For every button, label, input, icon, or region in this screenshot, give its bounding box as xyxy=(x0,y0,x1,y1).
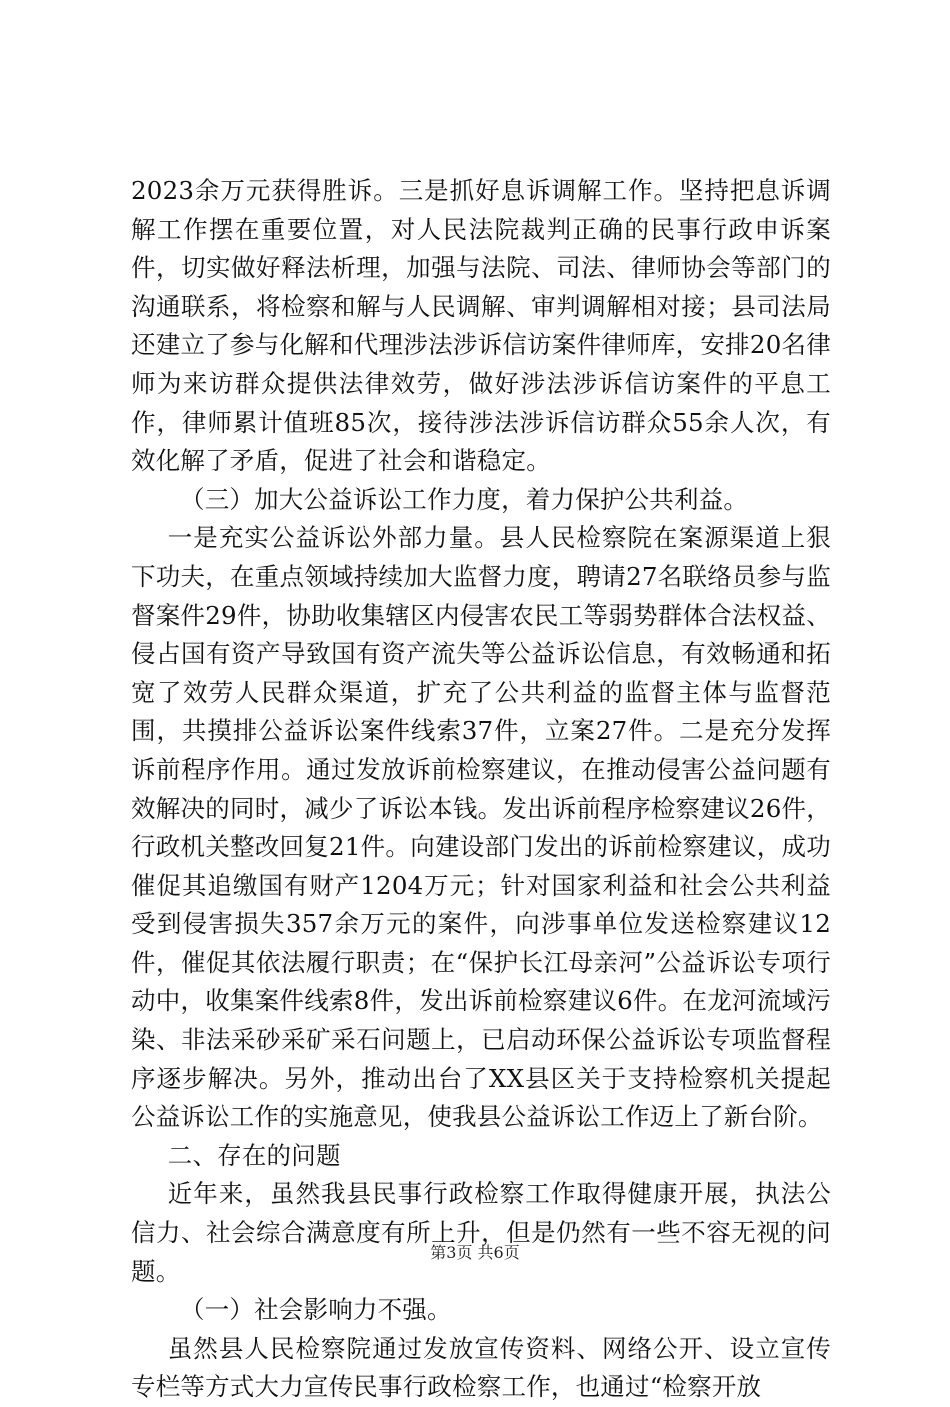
paragraph-public-interest-litigation: 一是充实公益诉讼外部力量。县人民检察院在案源渠道上狠下功夫，在重点领域持续加大监督力度，聘请27名联络员参与监督案件29件，协助收集辖区内侵害农民工等弱势群体合法权益、侵占国有资产导致国有资产流失等公益诉讼信息，有效畅通和拓宽了效劳人民群众渠道，扩充了公共利益的监督主体与监督范围，共摸排公益诉讼案件线索37件，立案27件。二是充分发挥诉前程序作用。通过发放诉前检察建议，在推动侵害公益问题有效解决的同时，减少了诉讼本钱。发出诉前程序检察建议26件，行政机关整改回复21件。向建设部门发出的诉前检察建议，成功催促其追缴国有财产1204万元；针对国家利益和社会公共利益受到侵害损失357余万元的案件，向涉事单位发送检察建议12件，催促其依法履行职责；在“保护长江母亲河”公益诉讼专项行动中，收集案件线索8件，发出诉前检察建议6件。在龙河流域污染、非法采砂采矿采石问题上，已启动环保公益诉讼专项监督程序逐步解决。另外，推动出台了XX县区关于支持检察机关提起公益诉讼工作的实施意见，使我县公益诉讼工作迈上了新台阶。 xyxy=(131,523,831,1132)
section-heading-existing-problems: 二、存在的问题 xyxy=(167,1140,341,1170)
page-footer: 第3页 共6页 xyxy=(430,1243,520,1262)
section-heading-public-interest: （三）加大公益诉讼工作力度，着力保护公共利益。 xyxy=(180,484,749,514)
paragraph-problems-intro: 近年来，虽然我县民事行政检察工作取得健康开展，执法公信力、社会综合满意度有所上升，但是仍然有一些不容无视的问题。 xyxy=(131,1179,831,1286)
paragraph-social-influence: 虽然县人民检察院通过发放宣传资料、网络公开、设立宣传专栏等方式大力宣传民事行政检察工作，也通过“检察开放 xyxy=(131,1333,831,1402)
document-body xyxy=(131,172,831,1407)
subsection-heading-social-influence: （一）社会影响力不强。 xyxy=(180,1295,452,1325)
paragraph-continued-text: 2023余万元获得胜诉。三是抓好息诉调解工作。坚持把息诉调解工作摆在重要位置，对人民法院裁判正确的民事行政申诉案件，切实做好释法析理，加强与法院、司法、律师协会等部门的沟通联系，将检察和解与人民调解、审判调解相对接；县司法局还建立了参与化解和代理涉法涉诉信访案件律师库，安排20名律师为来访群众提供法律效劳，做好涉法涉诉信访案件的平息工作，律师累计值班85次，接待涉法涉诉信访群众55余人次，有效化解了矛盾，促进了社会和谐稳定。 xyxy=(131,176,831,476)
